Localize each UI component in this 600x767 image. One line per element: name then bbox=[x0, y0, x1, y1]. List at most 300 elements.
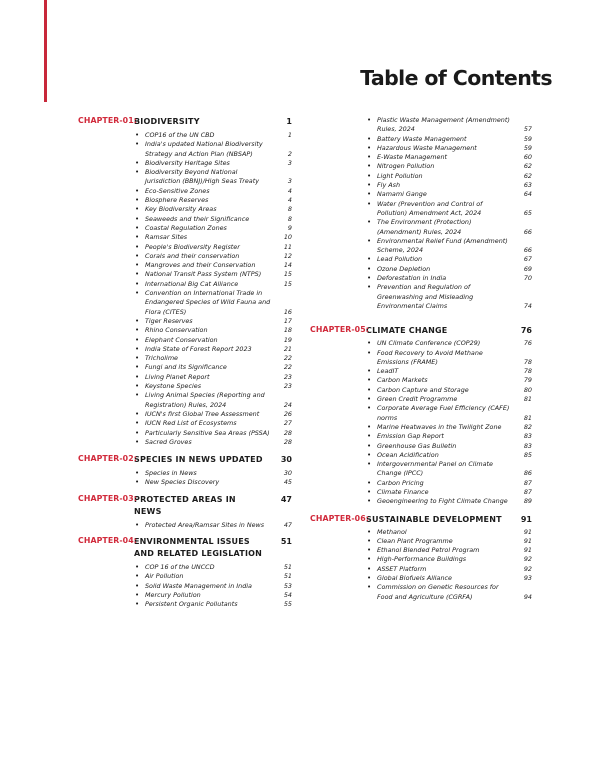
chapter-page: 47 bbox=[280, 494, 292, 504]
chapter-page: 51 bbox=[280, 536, 292, 546]
bullet-icon: • bbox=[135, 233, 140, 242]
chapter-entries bbox=[310, 339, 532, 506]
toc-entry[interactable] bbox=[134, 345, 292, 354]
toc-entry[interactable] bbox=[366, 135, 532, 144]
toc-entry[interactable] bbox=[366, 528, 532, 537]
entry-page: 3 bbox=[287, 177, 292, 186]
toc-entry[interactable] bbox=[366, 153, 532, 162]
entry-page: 91 bbox=[523, 536, 532, 545]
entry-page: 26 bbox=[283, 409, 292, 418]
bullet-icon: • bbox=[367, 274, 372, 283]
toc-entry[interactable] bbox=[366, 583, 532, 602]
entry-title: Lead Pollution bbox=[377, 255, 423, 264]
entry-page: 19 bbox=[283, 335, 292, 344]
chapter-entries bbox=[78, 521, 292, 530]
bullet-icon: • bbox=[367, 487, 372, 496]
toc-entry[interactable] bbox=[134, 168, 292, 187]
toc-entry[interactable] bbox=[134, 243, 292, 252]
toc-entry[interactable] bbox=[366, 265, 532, 274]
bullet-icon: • bbox=[135, 270, 140, 279]
entry-title: COP16 of the UN CBD bbox=[145, 131, 215, 139]
entry-title: Ethanol Blended Petrol Program bbox=[377, 546, 480, 555]
entry-page: 28 bbox=[283, 428, 292, 437]
bullet-icon: • bbox=[367, 190, 372, 199]
entry-title: Ramsar Sites bbox=[145, 233, 188, 242]
bullet-icon: • bbox=[135, 382, 140, 391]
bullet-icon: • bbox=[135, 289, 140, 298]
entry-page: 11 bbox=[283, 242, 292, 251]
entry-title: Elephant Conservation bbox=[145, 335, 218, 344]
toc-entry[interactable] bbox=[366, 367, 532, 376]
entry-title: Sacred Groves bbox=[145, 437, 192, 446]
toc-entry[interactable] bbox=[366, 488, 532, 497]
entry-page: 63 bbox=[523, 181, 532, 190]
bullet-icon: • bbox=[135, 372, 140, 381]
entry-title: India State of Forest Report 2023 bbox=[145, 344, 252, 353]
toc-entry[interactable] bbox=[366, 349, 532, 368]
bullet-icon: • bbox=[367, 478, 372, 487]
entry-title: Water (Prevention and Control of Pollution) Amendment Act, 2024 bbox=[377, 199, 483, 217]
entry-title: The Environment (Protection) (Amendment) Rules, 2024 bbox=[377, 218, 472, 236]
toc-entry[interactable] bbox=[366, 218, 532, 237]
toc-entry[interactable] bbox=[366, 479, 532, 488]
entry-title: Food Recovery to Avoid Methane Emissions (FRAME) bbox=[377, 348, 483, 366]
bullet-icon: • bbox=[135, 520, 140, 529]
bullet-icon: • bbox=[367, 199, 372, 208]
bullet-icon: • bbox=[367, 153, 372, 162]
entry-page: 76 bbox=[523, 339, 532, 348]
chapter-title: CLIMATE CHANGE bbox=[366, 326, 448, 336]
entry-page: 81 bbox=[523, 395, 532, 404]
entry-page: 18 bbox=[283, 326, 292, 335]
entry-page: 54 bbox=[283, 590, 292, 599]
toc-entry[interactable] bbox=[134, 563, 292, 572]
bullet-icon: • bbox=[135, 316, 140, 325]
entry-page: 24 bbox=[283, 400, 292, 409]
entry-title: India's updated National Biodiversity Strategy and Action Plan (NBSAP) bbox=[145, 140, 263, 158]
toc-entry[interactable] bbox=[134, 215, 292, 224]
toc-entry[interactable] bbox=[134, 140, 292, 159]
chapter-04-continued-list bbox=[310, 116, 532, 311]
entry-page: 92 bbox=[523, 564, 532, 573]
bullet-icon: • bbox=[135, 223, 140, 232]
bullet-icon: • bbox=[367, 181, 372, 190]
entry-page: 91 bbox=[523, 546, 532, 555]
entry-title: Prevention and Regulation of Greenwashing and Misleading Environmental Claims bbox=[377, 283, 474, 310]
entry-page: 4 bbox=[287, 186, 292, 195]
chapter-page: 1 bbox=[286, 117, 292, 126]
toc-entry[interactable] bbox=[134, 373, 292, 382]
chapter-number: CHAPTER-05: bbox=[310, 325, 369, 335]
toc-entry[interactable] bbox=[134, 354, 292, 363]
toc-entry[interactable] bbox=[366, 442, 532, 451]
entry-title: Persistent Organic Pollutants bbox=[145, 600, 238, 609]
bullet-icon: • bbox=[367, 536, 372, 545]
entry-title: Protected Area/Ramsar Sites in News bbox=[145, 520, 265, 529]
toc-entry[interactable] bbox=[134, 382, 292, 391]
entry-page: 59 bbox=[523, 134, 532, 143]
bullet-icon: • bbox=[367, 339, 372, 348]
chapter-section bbox=[310, 514, 532, 602]
toc-entry[interactable] bbox=[366, 497, 532, 506]
entry-page: 9 bbox=[287, 223, 292, 232]
bullet-icon: • bbox=[135, 478, 140, 487]
bullet-icon: • bbox=[135, 428, 140, 437]
chapter-section bbox=[310, 325, 532, 506]
entry-title: Intergovernmental Panel on Climate Change (IPCC) bbox=[377, 460, 493, 478]
chapter-title: ENVIRONMENTAL ISSUES AND RELATED LEGISLATION bbox=[134, 536, 263, 558]
entry-page: 55 bbox=[283, 600, 292, 609]
bullet-icon: • bbox=[135, 158, 140, 167]
bullet-icon: • bbox=[367, 583, 372, 592]
entry-page: 14 bbox=[283, 261, 292, 270]
toc-entry[interactable] bbox=[134, 252, 292, 261]
entry-page: 87 bbox=[523, 478, 532, 487]
toc-entry[interactable] bbox=[366, 255, 532, 264]
entry-title: People's Biodiversity Register bbox=[145, 242, 240, 251]
entry-title: Plastic Waste Management (Amendment) Rules, 2024 bbox=[377, 116, 510, 134]
chapter-section bbox=[78, 536, 292, 609]
chapter-number: CHAPTER-03: bbox=[78, 493, 137, 503]
toc-entry[interactable] bbox=[134, 224, 292, 233]
toc-entry[interactable] bbox=[366, 283, 532, 311]
entry-title: Mangroves and their Conservation bbox=[145, 261, 256, 270]
chapter-heading[interactable] bbox=[78, 454, 292, 466]
entry-title: COP 16 of the UNCCD bbox=[145, 562, 215, 571]
toc-entry[interactable] bbox=[366, 237, 532, 256]
entry-title: Tiger Reserves bbox=[145, 316, 193, 325]
chapter-entries bbox=[78, 563, 292, 609]
bullet-icon: • bbox=[367, 116, 372, 124]
toc-entry[interactable] bbox=[134, 591, 292, 600]
entry-title: Species in News bbox=[145, 469, 197, 478]
entry-page: 28 bbox=[283, 437, 292, 446]
entry-title: Corporate Average Fuel Efficiency (CAFE) norms bbox=[377, 404, 510, 422]
chapter-section bbox=[78, 454, 292, 488]
entry-page: 81 bbox=[523, 413, 532, 422]
bullet-icon: • bbox=[367, 236, 372, 245]
entry-page: 85 bbox=[523, 450, 532, 459]
entry-page: 78 bbox=[523, 367, 532, 376]
bullet-icon: • bbox=[135, 326, 140, 335]
toc-entry[interactable] bbox=[134, 469, 292, 478]
bullet-icon: • bbox=[135, 354, 140, 363]
entry-page: 83 bbox=[523, 441, 532, 450]
bullet-icon: • bbox=[135, 600, 140, 609]
toc-entry[interactable] bbox=[134, 572, 292, 581]
chapter-heading[interactable] bbox=[78, 536, 292, 560]
toc-entry[interactable] bbox=[366, 432, 532, 441]
entry-page: 89 bbox=[523, 497, 532, 506]
toc-entry[interactable] bbox=[134, 196, 292, 205]
entry-title: Biosphere Reserves bbox=[145, 196, 209, 205]
entry-title: Rhino Conservation bbox=[145, 326, 208, 335]
entry-page: 30 bbox=[283, 469, 292, 478]
toc-entry[interactable] bbox=[134, 131, 292, 140]
chapter-entries bbox=[78, 469, 292, 488]
bullet-icon: • bbox=[135, 279, 140, 288]
bullet-icon: • bbox=[367, 385, 372, 394]
bullet-icon: • bbox=[135, 140, 140, 149]
toc-entry[interactable] bbox=[366, 190, 532, 199]
toc-entry[interactable] bbox=[134, 600, 292, 609]
chapter-heading[interactable] bbox=[78, 494, 292, 518]
toc-entry[interactable] bbox=[366, 144, 532, 153]
bullet-icon: • bbox=[367, 497, 372, 506]
entry-title: Methanol bbox=[377, 527, 407, 536]
toc-entry[interactable] bbox=[134, 419, 292, 428]
entry-title: Nitrogen Pollution bbox=[377, 162, 435, 171]
entry-page: 82 bbox=[523, 422, 532, 431]
bullet-icon: • bbox=[367, 367, 372, 376]
bullet-icon: • bbox=[135, 186, 140, 195]
chapter-entries bbox=[310, 528, 532, 602]
entry-page: 59 bbox=[523, 143, 532, 152]
chapter-number: CHAPTER-02: bbox=[78, 454, 137, 464]
entry-page: 60 bbox=[523, 153, 532, 162]
entry-page: 64 bbox=[523, 190, 532, 199]
toc-entry[interactable] bbox=[366, 565, 532, 574]
entry-title: Seaweeds and their Significance bbox=[145, 214, 250, 223]
bullet-icon: • bbox=[135, 363, 140, 372]
toc-entry[interactable] bbox=[366, 116, 532, 135]
entry-title: Ocean Acidification bbox=[377, 450, 439, 459]
toc-entry[interactable] bbox=[366, 546, 532, 555]
toc-entry[interactable] bbox=[134, 270, 292, 279]
entry-page: 86 bbox=[523, 469, 532, 478]
entry-title: ASSET Platform bbox=[377, 564, 427, 573]
bullet-icon: • bbox=[367, 555, 372, 564]
bullet-icon: • bbox=[135, 242, 140, 251]
entry-title: E-Waste Management bbox=[377, 153, 448, 162]
entry-page: 93 bbox=[523, 574, 532, 583]
right-column bbox=[310, 116, 532, 602]
chapter-page: 30 bbox=[280, 455, 292, 465]
bullet-icon: • bbox=[135, 335, 140, 344]
toc-entry[interactable] bbox=[134, 233, 292, 242]
toc-entry[interactable] bbox=[134, 317, 292, 326]
entry-title: Carbon Pricing bbox=[377, 478, 424, 487]
chapter-section bbox=[78, 116, 292, 447]
toc-entry[interactable] bbox=[134, 159, 292, 168]
toc-entry[interactable] bbox=[134, 187, 292, 196]
entry-page: 1 bbox=[287, 131, 292, 139]
toc-entry[interactable] bbox=[366, 574, 532, 583]
entry-page: 27 bbox=[283, 419, 292, 428]
entry-title: Ozone Depletion bbox=[377, 264, 431, 273]
toc-entry[interactable] bbox=[134, 326, 292, 335]
toc-entry[interactable] bbox=[366, 172, 532, 181]
entry-title: Solid Waste Management in India bbox=[145, 581, 252, 590]
entry-page: 66 bbox=[523, 227, 532, 236]
entry-title: Biodiversity Heritage Sites bbox=[145, 158, 230, 167]
entry-page: 94 bbox=[523, 592, 532, 601]
entry-page: 3 bbox=[287, 158, 292, 167]
bullet-icon: • bbox=[135, 590, 140, 599]
bullet-icon: • bbox=[135, 572, 140, 581]
entry-title: Hazardous Waste Management bbox=[377, 143, 477, 152]
entry-title: Fungi and its Significance bbox=[145, 363, 227, 372]
entry-title: Emission Gap Report bbox=[377, 432, 444, 441]
entry-title: Greenhouse Gas Bulletin bbox=[377, 441, 457, 450]
bullet-icon: • bbox=[367, 376, 372, 385]
entry-title: Environmental Relief Fund (Amendment) Scheme, 2024 bbox=[377, 236, 508, 255]
toc-entry[interactable] bbox=[366, 181, 532, 190]
entry-title: Tricholime bbox=[145, 354, 178, 363]
right-chapters bbox=[310, 325, 532, 602]
entry-title: Convention on International Trade in Endangered Species of Wild Fauna and Flora (CITES) bbox=[145, 289, 271, 316]
entry-page: 78 bbox=[523, 357, 532, 366]
entry-title: LeadIT bbox=[377, 367, 399, 376]
chapter-number: CHAPTER-06: bbox=[310, 513, 369, 523]
toc-entry[interactable] bbox=[366, 376, 532, 385]
bullet-icon: • bbox=[135, 409, 140, 418]
bullet-icon: • bbox=[367, 395, 372, 404]
entry-title: International Big Cat Alliance bbox=[145, 279, 239, 288]
toc-entry[interactable] bbox=[134, 280, 292, 289]
toc-entry[interactable] bbox=[366, 404, 532, 423]
entry-title: Living Animal Species (Reporting and Registration) Rules, 2024 bbox=[145, 391, 265, 409]
bullet-icon: • bbox=[135, 196, 140, 205]
bullet-icon: • bbox=[135, 205, 140, 214]
entry-page: 2 bbox=[287, 149, 292, 158]
toc-entry[interactable] bbox=[134, 336, 292, 345]
chapter-page: 76 bbox=[520, 326, 532, 336]
bullet-icon: • bbox=[135, 261, 140, 270]
toc-entry[interactable] bbox=[366, 555, 532, 564]
entry-title: Light Pollution bbox=[377, 171, 423, 180]
toc-entry[interactable] bbox=[134, 261, 292, 270]
toc-entry[interactable] bbox=[366, 162, 532, 171]
toc-entry[interactable] bbox=[366, 537, 532, 546]
chapter-number: CHAPTER-04: bbox=[78, 535, 137, 545]
bullet-icon: • bbox=[367, 432, 372, 441]
toc-entry[interactable] bbox=[134, 205, 292, 214]
chapter-heading[interactable] bbox=[310, 514, 532, 526]
toc-entry[interactable] bbox=[134, 582, 292, 591]
entry-title: National Transit Pass System (NTPS) bbox=[145, 270, 262, 279]
bullet-icon: • bbox=[367, 218, 372, 227]
bullet-icon: • bbox=[367, 564, 372, 573]
toc-entry[interactable] bbox=[366, 200, 532, 219]
entry-page: 62 bbox=[523, 162, 532, 171]
toc-entry[interactable] bbox=[134, 429, 292, 438]
entry-title: Eco-Sensitive Zones bbox=[145, 186, 210, 195]
toc-entry[interactable] bbox=[134, 363, 292, 372]
toc-entry[interactable] bbox=[134, 410, 292, 419]
toc-entry[interactable] bbox=[366, 460, 532, 479]
toc-entry[interactable] bbox=[134, 289, 292, 317]
bullet-icon: • bbox=[135, 131, 140, 139]
chapter-title: BIODIVERSITY bbox=[134, 117, 200, 126]
chapter-title: PROTECTED AREAS IN NEWS bbox=[134, 494, 236, 516]
entry-title: IUCN's first Global Tree Assessment bbox=[145, 409, 260, 418]
bullet-icon: • bbox=[367, 348, 372, 357]
entry-page: 51 bbox=[283, 572, 292, 581]
entry-page: 67 bbox=[523, 255, 532, 264]
entry-page: 83 bbox=[523, 432, 532, 441]
bullet-icon: • bbox=[135, 344, 140, 353]
entry-title: High-Performance Buildings bbox=[377, 555, 467, 564]
entry-title: Marine Heatwaves in the Twilight Zone bbox=[377, 422, 502, 431]
entry-title: Corals and their conservation bbox=[145, 251, 240, 260]
entry-page: 4 bbox=[287, 196, 292, 205]
entry-page: 51 bbox=[283, 562, 292, 571]
chapter-title: SUSTAINABLE DEVELOPMENT bbox=[366, 514, 502, 524]
chapter-number: CHAPTER-01: bbox=[78, 116, 137, 125]
entry-title: Global Biofuels Alliance bbox=[377, 574, 452, 583]
entry-page: 69 bbox=[523, 264, 532, 273]
bullet-icon: • bbox=[135, 214, 140, 223]
entry-title: Fly Ash bbox=[377, 181, 401, 190]
entry-page: 57 bbox=[523, 125, 532, 134]
bullet-icon: • bbox=[367, 264, 372, 273]
chapter-entries bbox=[78, 131, 292, 447]
entry-page: 66 bbox=[523, 246, 532, 255]
bullet-icon: • bbox=[367, 134, 372, 143]
entry-page: 79 bbox=[523, 376, 532, 385]
toc-entry[interactable] bbox=[366, 395, 532, 404]
toc-entry[interactable] bbox=[134, 478, 292, 487]
entry-page: 47 bbox=[283, 520, 292, 529]
entry-page: 74 bbox=[523, 301, 532, 310]
bullet-icon: • bbox=[367, 574, 372, 583]
entry-page: 23 bbox=[283, 372, 292, 381]
entry-title: Commission on Genetic Resources for Food and Agriculture (CGRFA) bbox=[377, 583, 499, 601]
toc-entry[interactable] bbox=[366, 451, 532, 460]
entry-page: 62 bbox=[523, 171, 532, 180]
entry-page: 15 bbox=[283, 279, 292, 288]
bullet-icon: • bbox=[135, 437, 140, 446]
entry-title: Deforestation in India bbox=[377, 274, 447, 283]
bullet-icon: • bbox=[135, 419, 140, 428]
bullet-icon: • bbox=[367, 441, 372, 450]
chapter-page: 91 bbox=[520, 514, 532, 524]
entry-title: Coastal Regulation Zones bbox=[145, 223, 227, 232]
toc-entry[interactable] bbox=[366, 339, 532, 348]
entry-page: 91 bbox=[523, 527, 532, 536]
chapter-heading[interactable] bbox=[310, 325, 532, 337]
bullet-icon: • bbox=[367, 283, 372, 292]
entry-page: 21 bbox=[283, 344, 292, 353]
entry-page: 92 bbox=[523, 555, 532, 564]
bullet-icon: • bbox=[367, 162, 372, 171]
entry-page: 8 bbox=[287, 214, 292, 223]
toc-entry[interactable] bbox=[366, 386, 532, 395]
entry-title: New Species Discovery bbox=[145, 478, 220, 487]
toc-entry[interactable] bbox=[134, 438, 292, 447]
entry-page: 53 bbox=[283, 581, 292, 590]
chapter-heading[interactable] bbox=[78, 116, 292, 128]
entry-page: 17 bbox=[283, 316, 292, 325]
toc-entry[interactable] bbox=[366, 274, 532, 283]
bullet-icon: • bbox=[135, 581, 140, 590]
entry-page: 8 bbox=[287, 205, 292, 214]
entry-page: 87 bbox=[523, 487, 532, 496]
entry-page: 22 bbox=[283, 354, 292, 363]
left-column bbox=[78, 116, 292, 609]
entry-title: Keystone Species bbox=[145, 382, 202, 391]
toc-entry[interactable] bbox=[366, 423, 532, 432]
bullet-icon: • bbox=[135, 251, 140, 260]
entry-title: Battery Waste Management bbox=[377, 134, 467, 143]
toc-entry[interactable] bbox=[134, 521, 292, 530]
toc-entry[interactable] bbox=[134, 391, 292, 410]
bullet-icon: • bbox=[135, 168, 140, 177]
chapter-section bbox=[78, 494, 292, 530]
entry-title: UN Climate Conference (COP29) bbox=[377, 339, 481, 348]
entry-page: 65 bbox=[523, 208, 532, 217]
